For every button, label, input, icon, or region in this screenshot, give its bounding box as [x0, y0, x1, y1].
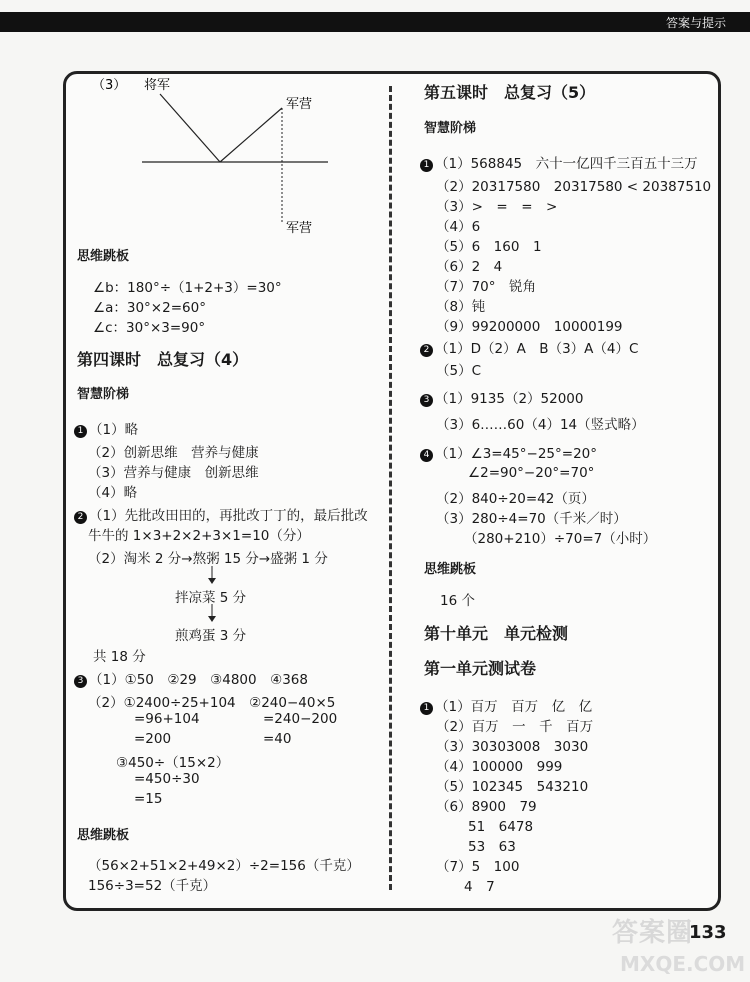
right-line: （9）99200000 10000199 [436, 319, 623, 335]
right-line: 4 7 [464, 879, 495, 895]
arrow-down-icon [207, 604, 217, 622]
right-line: （3）> = = > [436, 199, 558, 215]
right-line: （6）2 4 [436, 259, 503, 275]
path-to-camp [220, 108, 282, 162]
number-badge: 3 [74, 675, 87, 688]
right-line: （4）100000 999 [436, 759, 563, 775]
right-line: （8）钝 [436, 299, 486, 315]
watermark-url: MXQE.COM [620, 952, 746, 976]
right-heading-thinking: 思维跳板 [424, 562, 477, 577]
left-line: =240−200 [263, 711, 338, 727]
left-line: （2）①2400÷25+104 ②240−40×5 [88, 695, 336, 711]
left-line: ∠a：30°×2=60° [93, 300, 206, 316]
number-badge: 1 [74, 425, 87, 438]
column-divider [389, 86, 392, 890]
right-line: （5）102345 543210 [436, 779, 589, 795]
section-title-unit10: 第十单元 单元检测 [424, 624, 569, 643]
number-badge: 4 [420, 449, 433, 462]
right-line: （6）8900 79 [436, 799, 537, 815]
section-title-lesson4: 第四课时 总复习（4） [77, 350, 249, 369]
right-line: （5）C [436, 363, 482, 379]
right-item: 2 （1）D（2）A B（3）A（4）C [420, 337, 638, 357]
left-heading-thinking: 思维跳板 [77, 828, 130, 843]
number-badge: 1 [420, 702, 433, 715]
left-line: ∠c：30°×3=90° [93, 320, 206, 336]
right-item: 1 （1）百万 百万 亿 亿 [420, 695, 592, 715]
diagram-item-label: （3） [92, 78, 127, 93]
left-line: =450÷30 [134, 771, 200, 787]
arrow-down-icon [207, 566, 217, 584]
right-line: （7）5 100 [436, 859, 520, 875]
header-tag: 答案与提示 [665, 16, 726, 30]
diagram-label-camp-bottom: 军营 [286, 221, 313, 236]
angle-diagram [80, 72, 340, 242]
left-line: ∠b：180°÷（1+2+3）=30° [93, 280, 282, 296]
right-line: 53 63 [468, 839, 516, 855]
watermark-logo: 答案圈 [612, 918, 694, 948]
left-item: 3 （1）①50 ②29 ③4800 ④368 [74, 668, 308, 688]
right-line: 51 6478 [468, 819, 534, 835]
right-line: （7）70° 锐角 [436, 279, 537, 295]
right-line: （2）百万 一 千 百万 [436, 719, 594, 735]
right-line: （2）20317580 20317580 < 20387510 [436, 179, 712, 195]
right-line: （280+210）÷70=7（小时） [464, 531, 657, 547]
right-item: 3 （1）9135（2）52000 [420, 387, 583, 407]
right-line: （2）840÷20=42（页） [436, 491, 595, 507]
diagram-label-camp-top: 军营 [286, 97, 313, 112]
left-line: 煎鸡蛋 3 分 [175, 628, 247, 644]
right-item: 1 （1）568845 六十一亿四千三百五十三万 [420, 152, 698, 172]
left-line: （2）淘米 2 分→熬粥 15 分→盛粥 1 分 [88, 551, 328, 567]
section-title-lesson5: 第五课时 总复习（5） [424, 83, 596, 102]
number-badge: 1 [420, 159, 433, 172]
left-line: （56×2+51×2+49×2）÷2=156（千克） [88, 858, 360, 874]
left-line: 共 18 分 [93, 649, 146, 665]
header-bar [0, 12, 750, 32]
page-number: 133 [689, 922, 727, 943]
left-line: （2）创新思维 营养与健康 [88, 445, 259, 461]
left-heading-thinking: 思维跳板 [77, 249, 130, 264]
left-line: =96+104 [134, 711, 200, 727]
left-line: ③450÷（15×2） [116, 755, 230, 771]
left-line: 156÷3=52（千克） [88, 878, 217, 894]
right-line: 16 个 [440, 593, 475, 609]
right-line: （3）280÷4=70（千米／时） [436, 511, 627, 527]
left-line: 牛牛的 1×3+2×2+3×1=10（分） [88, 528, 310, 544]
right-line: （5）6 160 1 [436, 239, 542, 255]
right-heading-ladder: 智慧阶梯 [424, 121, 477, 136]
left-line: =40 [263, 731, 292, 747]
left-line: （3）营养与健康 创新思维 [88, 465, 259, 481]
left-line: =15 [134, 791, 163, 807]
right-line: （4）6 [436, 219, 481, 235]
left-line: 拌凉菜 5 分 [175, 590, 247, 606]
right-item: 4 （1）∠3=45°−25°=20° [420, 442, 597, 462]
path-from-general [160, 94, 220, 162]
left-line: （4）略 [88, 485, 138, 501]
number-badge: 2 [74, 511, 87, 524]
section-title-test1: 第一单元测试卷 [424, 659, 537, 678]
left-item: 2 （1）先批改田田的，再批改丁丁的，最后批改 [74, 504, 368, 524]
diagram-label-general: 将军 [144, 78, 171, 93]
number-badge: 3 [420, 394, 433, 407]
left-line: =200 [134, 731, 172, 747]
right-line: ∠2=90°−20°=70° [468, 465, 595, 481]
number-badge: 2 [420, 344, 433, 357]
left-heading-ladder: 智慧阶梯 [77, 387, 130, 402]
right-line: （3）6……60（4）14（竖式略） [436, 417, 645, 433]
right-line: （3）30303008 3030 [436, 739, 589, 755]
left-item: 1 （1）略 [74, 418, 138, 438]
